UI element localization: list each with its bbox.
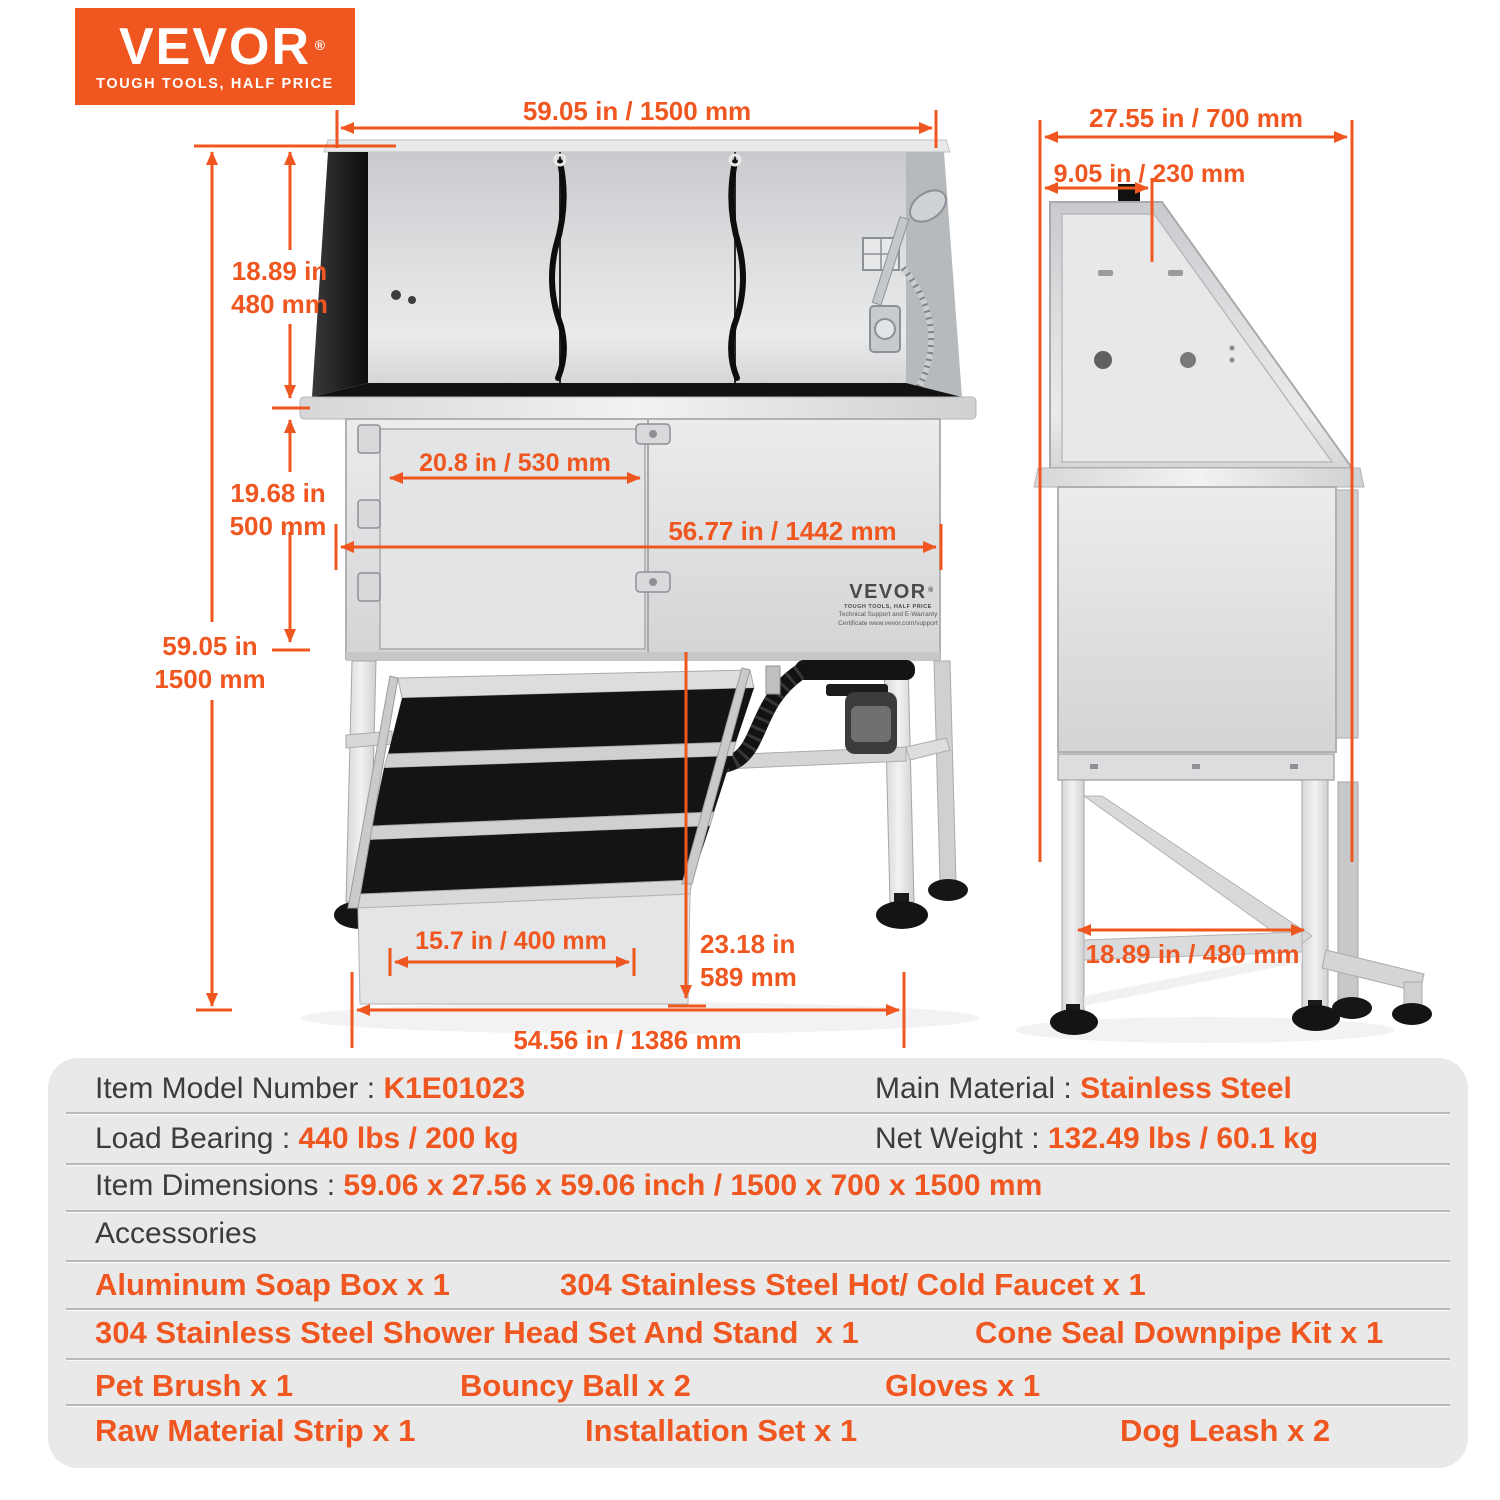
- tub-plate-support2: Certificate www.vevor.com/support: [838, 619, 938, 627]
- divider: [66, 1163, 1450, 1165]
- floor-shadows: [300, 1002, 1395, 1043]
- vevor-logo-text: VEVOR ®: [118, 17, 328, 76]
- accessories-title: Accessories: [95, 1217, 257, 1250]
- accessory-item: Raw Material Strip x 1: [95, 1413, 416, 1448]
- dim-side-top-depth: 9.05 in / 230 mm: [1053, 160, 1246, 188]
- spec-load-bearing: Load Bearing : 440 lbs / 200 kg: [95, 1122, 519, 1155]
- dim-door-width: 20.8 in / 530 mm: [419, 449, 611, 477]
- dim-total-height: 59.05 in 1500 mm: [154, 631, 266, 694]
- spec-net-weight: Net Weight : 132.49 lbs / 60.1 kg: [875, 1122, 1319, 1155]
- tub-plate-tagline: TOUGH TOOLS, HALF PRICE: [844, 604, 932, 610]
- accessory-item: Aluminum Soap Box x 1: [95, 1267, 450, 1302]
- dim-side-base-depth: 18.89 in / 480 mm: [1085, 939, 1300, 969]
- accessory-item: Pet Brush x 1: [95, 1368, 294, 1403]
- dim-body-width: 56.77 in / 1442 mm: [668, 516, 897, 546]
- dim-top-width: 59.05 in / 1500 mm: [522, 96, 752, 126]
- spec-material: Main Material : Stainless Steel: [875, 1072, 1292, 1105]
- accessory-item: Installation Set x 1: [585, 1413, 858, 1448]
- accessory-item: Gloves x 1: [885, 1368, 1041, 1403]
- tub-brand-plate: [836, 582, 940, 628]
- accessory-item: Cone Seal Downpipe Kit x 1: [975, 1315, 1384, 1350]
- spec-model: Item Model Number : K1E01023: [95, 1072, 526, 1105]
- accessory-item: 304 Stainless Steel Shower Head Set And Stand x 1: [95, 1315, 859, 1350]
- tub-plate-support1: Technical Support and E-Warranty: [838, 611, 938, 618]
- dim-ramp-width: 15.7 in / 400 mm: [415, 927, 607, 955]
- side-stand: [1050, 754, 1432, 1035]
- dim-upper-height: 18.89 in 480 mm: [231, 256, 328, 319]
- registered-mark: ®: [314, 36, 328, 53]
- dim-mid-height: 19.68 in 500 mm: [229, 478, 327, 541]
- tub-plate-brand: VEVOR ®: [849, 581, 935, 603]
- spec-dimensions: Item Dimensions : 59.06 x 27.56 x 59.06 inch / 1500 x 700 x 1500 mm: [95, 1169, 1043, 1202]
- front-view: [300, 140, 976, 1004]
- dim-side-depth: 27.55 in / 700 mm: [1089, 103, 1303, 133]
- divider: [66, 1358, 1450, 1360]
- accessory-item: Bouncy Ball x 2: [460, 1368, 691, 1403]
- accessory-item: Dog Leash x 2: [1120, 1413, 1331, 1448]
- divider: [66, 1260, 1450, 1262]
- side-view: [1034, 184, 1432, 1035]
- divider: [66, 1112, 1450, 1114]
- vevor-logo: [75, 8, 355, 105]
- vevor-logo-tagline: TOUGH TOOLS, HALF PRICE: [96, 75, 334, 92]
- accessory-item: 304 Stainless Steel Hot/ Cold Faucet x 1: [560, 1267, 1146, 1302]
- divider: [66, 1308, 1450, 1310]
- divider: [66, 1404, 1450, 1406]
- dim-base-width: 54.56 in / 1386 mm: [513, 1025, 742, 1055]
- dim-leg-height: 23.18 in 589 mm: [700, 929, 797, 992]
- divider: [66, 1210, 1450, 1212]
- spec-panel: [48, 1058, 1468, 1468]
